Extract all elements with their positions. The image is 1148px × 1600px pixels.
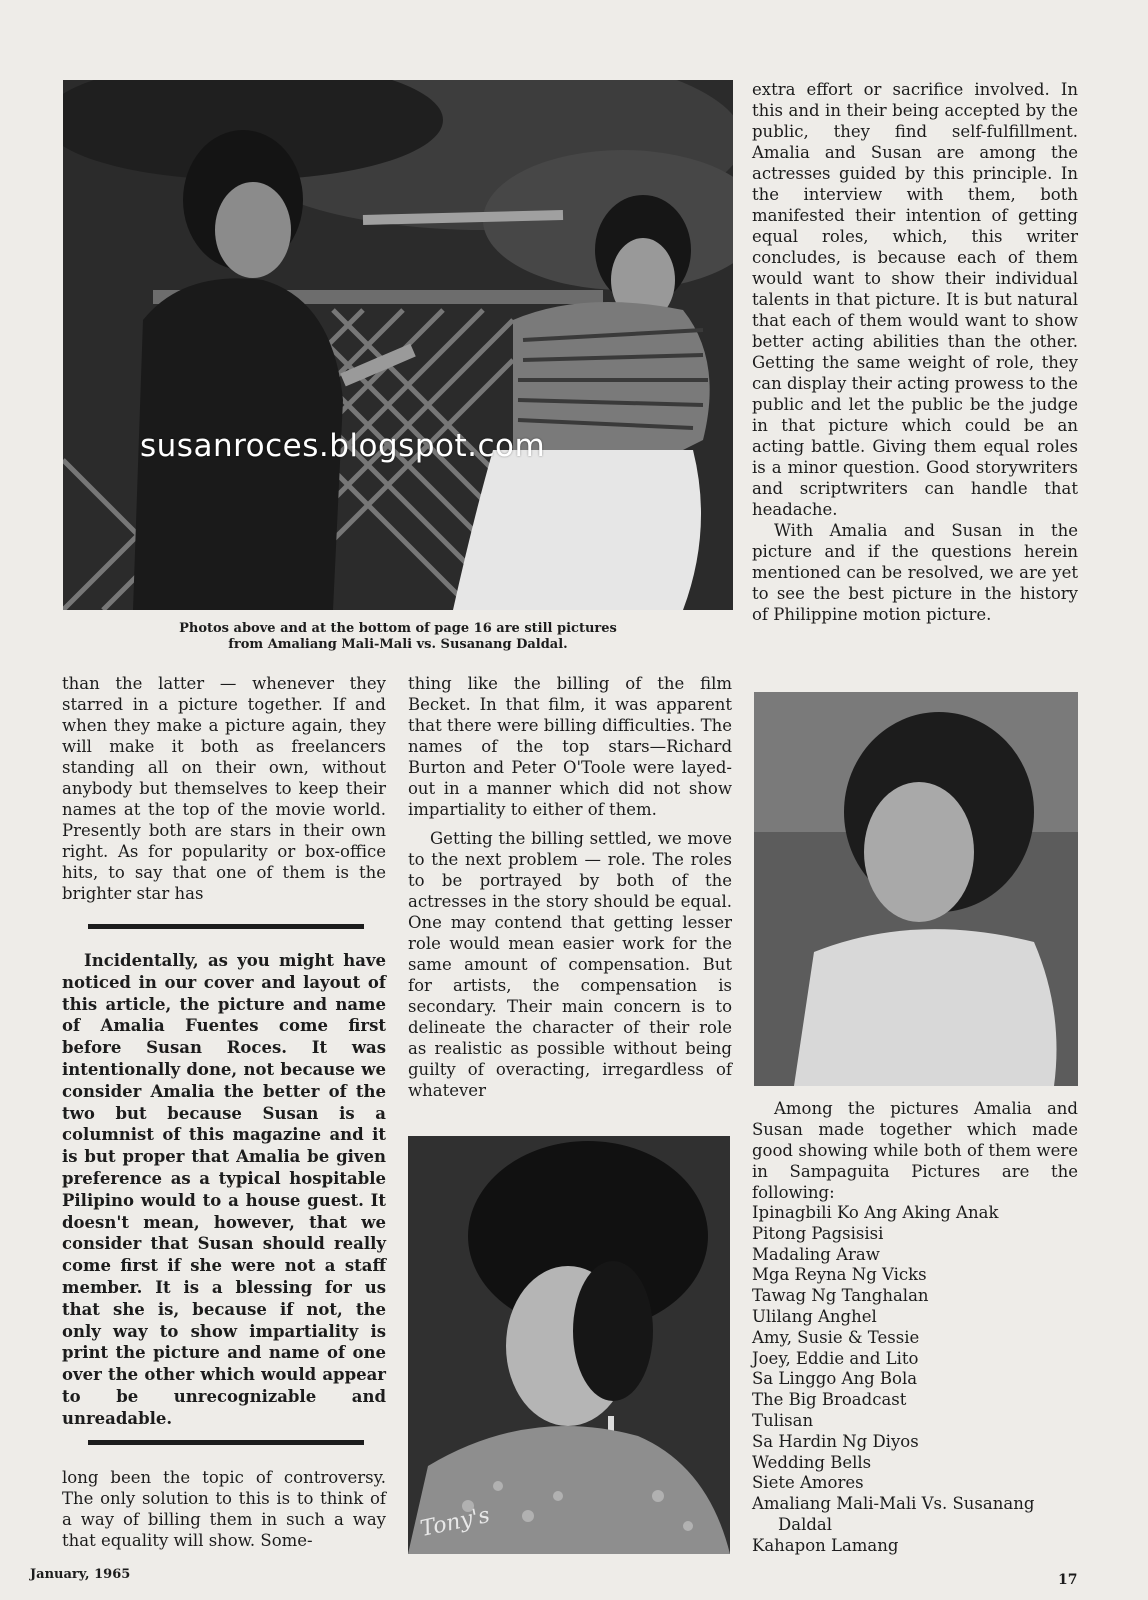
top-photo xyxy=(63,80,733,610)
column-3-list-intro xyxy=(752,1098,1078,1203)
list-item: Joey, Eddie and Lito xyxy=(752,1348,919,1368)
col1-paragraph-1: than the latter — whenever they starred in a picture together. If and when they make a picture again, they will make it both as freelancers standing all on their own, without anybody but themselves to keep their names at the top of the movie world. Presently both are stars in their own right. As for popularity or box-office hits, to say that one of them is the brighter star has xyxy=(62,674,386,903)
col2-paragraph-2: Getting the billing settled, we move to the next problem — role. The roles to be portrayed by both of the actresses in the story should be equal. One may contend that getting lesser role would mean easier work for the same amount of compensation. But for artists, the compensation is secondary. Their main concern is to delineate the character of their role as realistic as possible without being guilty of overacting, irregardless of whatever xyxy=(408,829,732,1100)
caption-line-2: from Amaliang Mali-Mali vs. Susanang Daldal. xyxy=(228,637,568,652)
list-item: Tulisan xyxy=(752,1410,814,1430)
column-1-bottom xyxy=(62,1467,386,1551)
list-item: Amy, Susie & Tessie xyxy=(752,1327,920,1347)
list-item: Siete Amores xyxy=(752,1473,864,1493)
column-3-top xyxy=(752,79,1078,625)
list-item: Amaliang Mali-Mali Vs. Susanang Daldal xyxy=(752,1494,1035,1534)
list-item: Tawag Ng Tanghalan xyxy=(752,1286,929,1306)
list-item: Sa Hardin Ng Diyos xyxy=(752,1431,919,1451)
list-item: Ulilang Anghel xyxy=(752,1306,877,1326)
list-item: Mga Reyna Ng Vicks xyxy=(752,1265,927,1285)
issue-date: January, 1965 xyxy=(30,1567,131,1582)
col2-paragraph-1: thing like the billing of the film Becket. In that film, it was apparent that there were billing difficulties. The names of the top stars—Richard Burton and Peter O'Toole were layed-out in a manner which did not show impartiality to either of them. xyxy=(408,674,732,819)
list-item: Kahapon Lamang xyxy=(752,1535,899,1555)
column-2 xyxy=(408,673,732,1101)
list-item: The Big Broadcast xyxy=(752,1390,907,1410)
boxed-note-text: Incidentally, as you might have noticed in our cover and layout of this article, the picture and name of Amalia Fuentes come first before Susan Roces. It was intentionally done, not because we consider Amalia the better of the two but because Susan is a columnist of this magazine and it is but proper that Amalia be given preference as a typical hospitable Pilipino would to a house guest. It doesn't mean, however, that we consider that Susan should really come first if she were not a staff member. It is a blessing for us that she is, because if not, the only way to show impartiality is print the picture and name of one over the other which would appear to be unrecognizable and unreadable. xyxy=(62,951,386,1428)
list-item: Madaling Araw xyxy=(752,1244,880,1264)
photographer-stamp: Tony's xyxy=(418,1502,492,1543)
list-item: Sa Linggo Ang Bola xyxy=(752,1369,918,1389)
col3-paragraph-2: With Amalia and Susan in the picture and if the questions herein mentioned can be resolved, we are yet to see the best picture in the history of Philippine motion picture. xyxy=(752,521,1078,624)
col1-paragraph-2: long been the topic of controversy. The only solution to this is to think of a way of billing them in such a way that equality will show. Some- xyxy=(62,1468,386,1550)
list-item: Pitong Pagsisisi xyxy=(752,1223,884,1243)
portrait-susan-photo xyxy=(754,692,1078,1086)
film-list xyxy=(752,1203,1082,1557)
page-number: 17 xyxy=(1058,1572,1078,1588)
watermark: susanroces.blogspot.com xyxy=(140,428,546,464)
column-1-boxed-note xyxy=(62,950,386,1430)
divider-top xyxy=(88,924,364,929)
col3-paragraph-1: extra effort or sacrifice involved. In this and in their being accepted by the public, they find self-fulfillment. Amalia and Susan are among the actresses guided by this principle. In the interview with them, both manifested their intention of getting equal roles, which, this writer concludes, is because each of them would want to show their individual talents in that picture. It is but natural that each of them would want to show better acting abilities than the other. Getting the same weight of role, they can display their acting prowess to the public and let the public be the judge in that picture which could be an acting battle. Giving them equal roles is a minor question. Good storywriters and scriptwriters can handle that headache. xyxy=(752,80,1078,519)
list-intro: Among the pictures Amalia and Susan made together which made good showing while both of them were in Sampaguita Pictures are the following: xyxy=(752,1099,1078,1202)
divider-bottom xyxy=(88,1440,364,1445)
photo-caption xyxy=(63,621,733,653)
column-1-top xyxy=(62,673,386,904)
list-item: Ipinagbili Ko Ang Aking Anak xyxy=(752,1203,999,1222)
portrait-amalia-photo xyxy=(408,1136,730,1554)
list-item: Wedding Bells xyxy=(752,1452,872,1472)
caption-line-1: Photos above and at the bottom of page 16 are still pictures xyxy=(179,621,617,636)
